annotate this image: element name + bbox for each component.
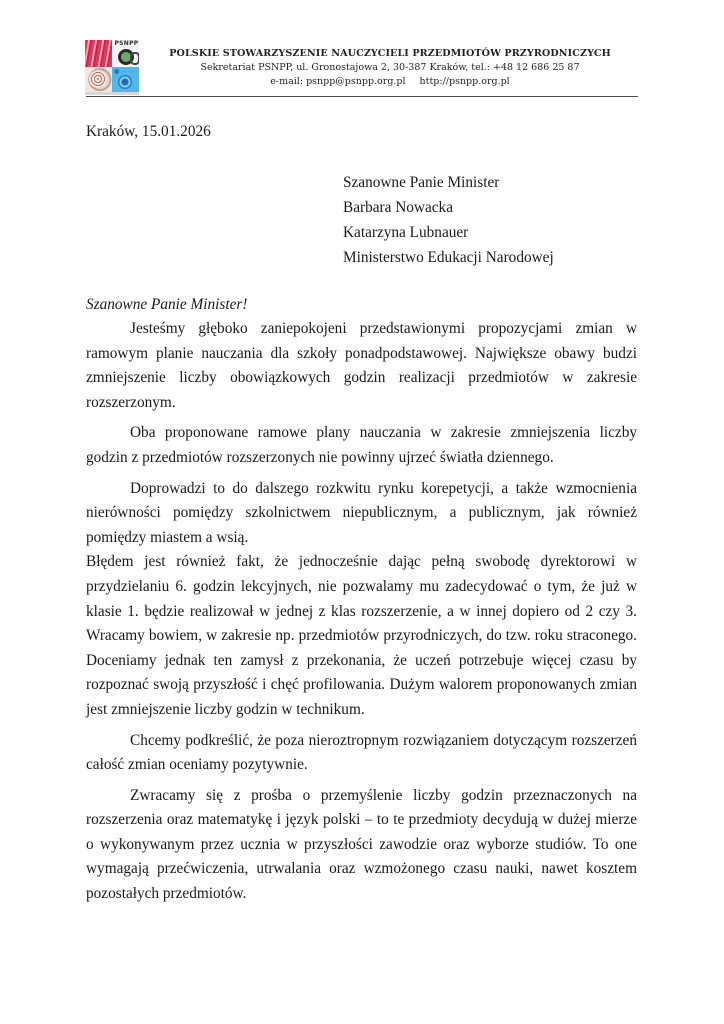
recipient-line: Katarzyna Lubnauer [343,224,469,241]
recipient-line: Szanowne Panie Minister [343,174,500,191]
logo-blue-quadrant-icon [112,67,139,95]
logo-red-quadrant-icon [85,40,112,67]
body-paragraph: Oba proponowane ramowe plany nauczania w zakresie zmniejszenia liczby godzin z przedmiotów rozszerzonych nie powinny ujrzeć światła dziennego. [86,424,637,466]
logo-sphere-quadrant-icon [85,67,112,95]
psnpp-logo [85,40,139,95]
letterhead [150,47,630,89]
logo-ring-small-icon [130,52,139,65]
logo-caption-strip [85,92,139,95]
header-divider [86,96,638,97]
organization-website[interactable]: http://psnpp.org.pl [419,76,510,87]
salutation: Szanowne Panie Minister! [86,296,248,313]
organization-name: POLSKIE STOWARZYSZENIE NAUCZYCIELI PRZEDMIOTÓW PRZYRODNICZYCH [169,48,611,59]
organization-contact [150,75,630,89]
recipient-line: Barbara Nowacka [343,199,453,216]
place-and-date: Kraków, 15.01.2026 [86,123,211,140]
organization-address: Sekretariat PSNPP, ul. Gronostajowa 2, 30-387 Kraków, tel.: +48 12 686 25 87 [200,62,580,73]
logo-tag: PSNPP [114,40,139,47]
body-paragraph: Doprowadzi to do dalszego rozkwitu rynku korepetycji, a także wzmocnienia nierówności pomiędzy szkolnictwem niepublicznym, a publicznym, jak również pomiędzy miastem a wsią. [86,479,637,546]
logo-green-quadrant-icon [112,40,139,67]
body-paragraph: Błędem jest również fakt, że jednocześnie dając pełną swobodę dyrektorowi w przydzielaniu 6. godzin lekcyjnych, nie pozwalamy mu zadecydować o tym, że już w klasie 1. będzie realizował w jednej z klas rozszerzenie, a w innej dopiero od 2 czy 3. Wracamy bowiem, w zakresie np. przedmiotów przyrodniczych, do tzw. roku straconego. Doceniamy jednak ten zamysł z przekonania, że uczeń potrzebuje więcej czasu by rozpoznać swoją przyszłość i chęć profilowania. Dużym walorem proponowanych zmian jest zmniejszenie liczby godzin w technikum. [86,553,637,718]
letter-body [86,317,637,913]
body-paragraph: Chcemy podkreślić, że poza nieroztropnym rozwiązaniem dotyczącym rozszerzeń całość zmian oceniamy pozytywnie. [86,731,637,774]
recipients-block [343,170,554,270]
recipient-line: Ministerstwo Edukacji Narodowej [343,249,554,266]
organization-email[interactable]: e-mail: psnpp@psnpp.org.pl [270,76,406,87]
body-paragraph: Zwracamy się z prośba o przemyślenie liczby godzin przeznaczonych na rozszerzenia oraz matematykę i język polski – to te przedmioty decydują w dużej mierze o wykonywanym przez ucznia w przyszłości zawodzie oraz wyborze studiów. To one wymagają przećwiczenia, utrwalania oraz wzmożonego czasu nauki, nawet kosztem pozostałych przedmiotów. [86,786,637,903]
body-paragraph: Jesteśmy głęboko zaniepokojeni przedstawionymi propozycjami zmian w ramowym planie nauczania dla szkoły ponadpodstawowej. Największe obawy budzi zmniejszenie liczby obowiązkowych godzin realizacji przedmiotów w zakresie rozszerzonym. [86,320,637,411]
